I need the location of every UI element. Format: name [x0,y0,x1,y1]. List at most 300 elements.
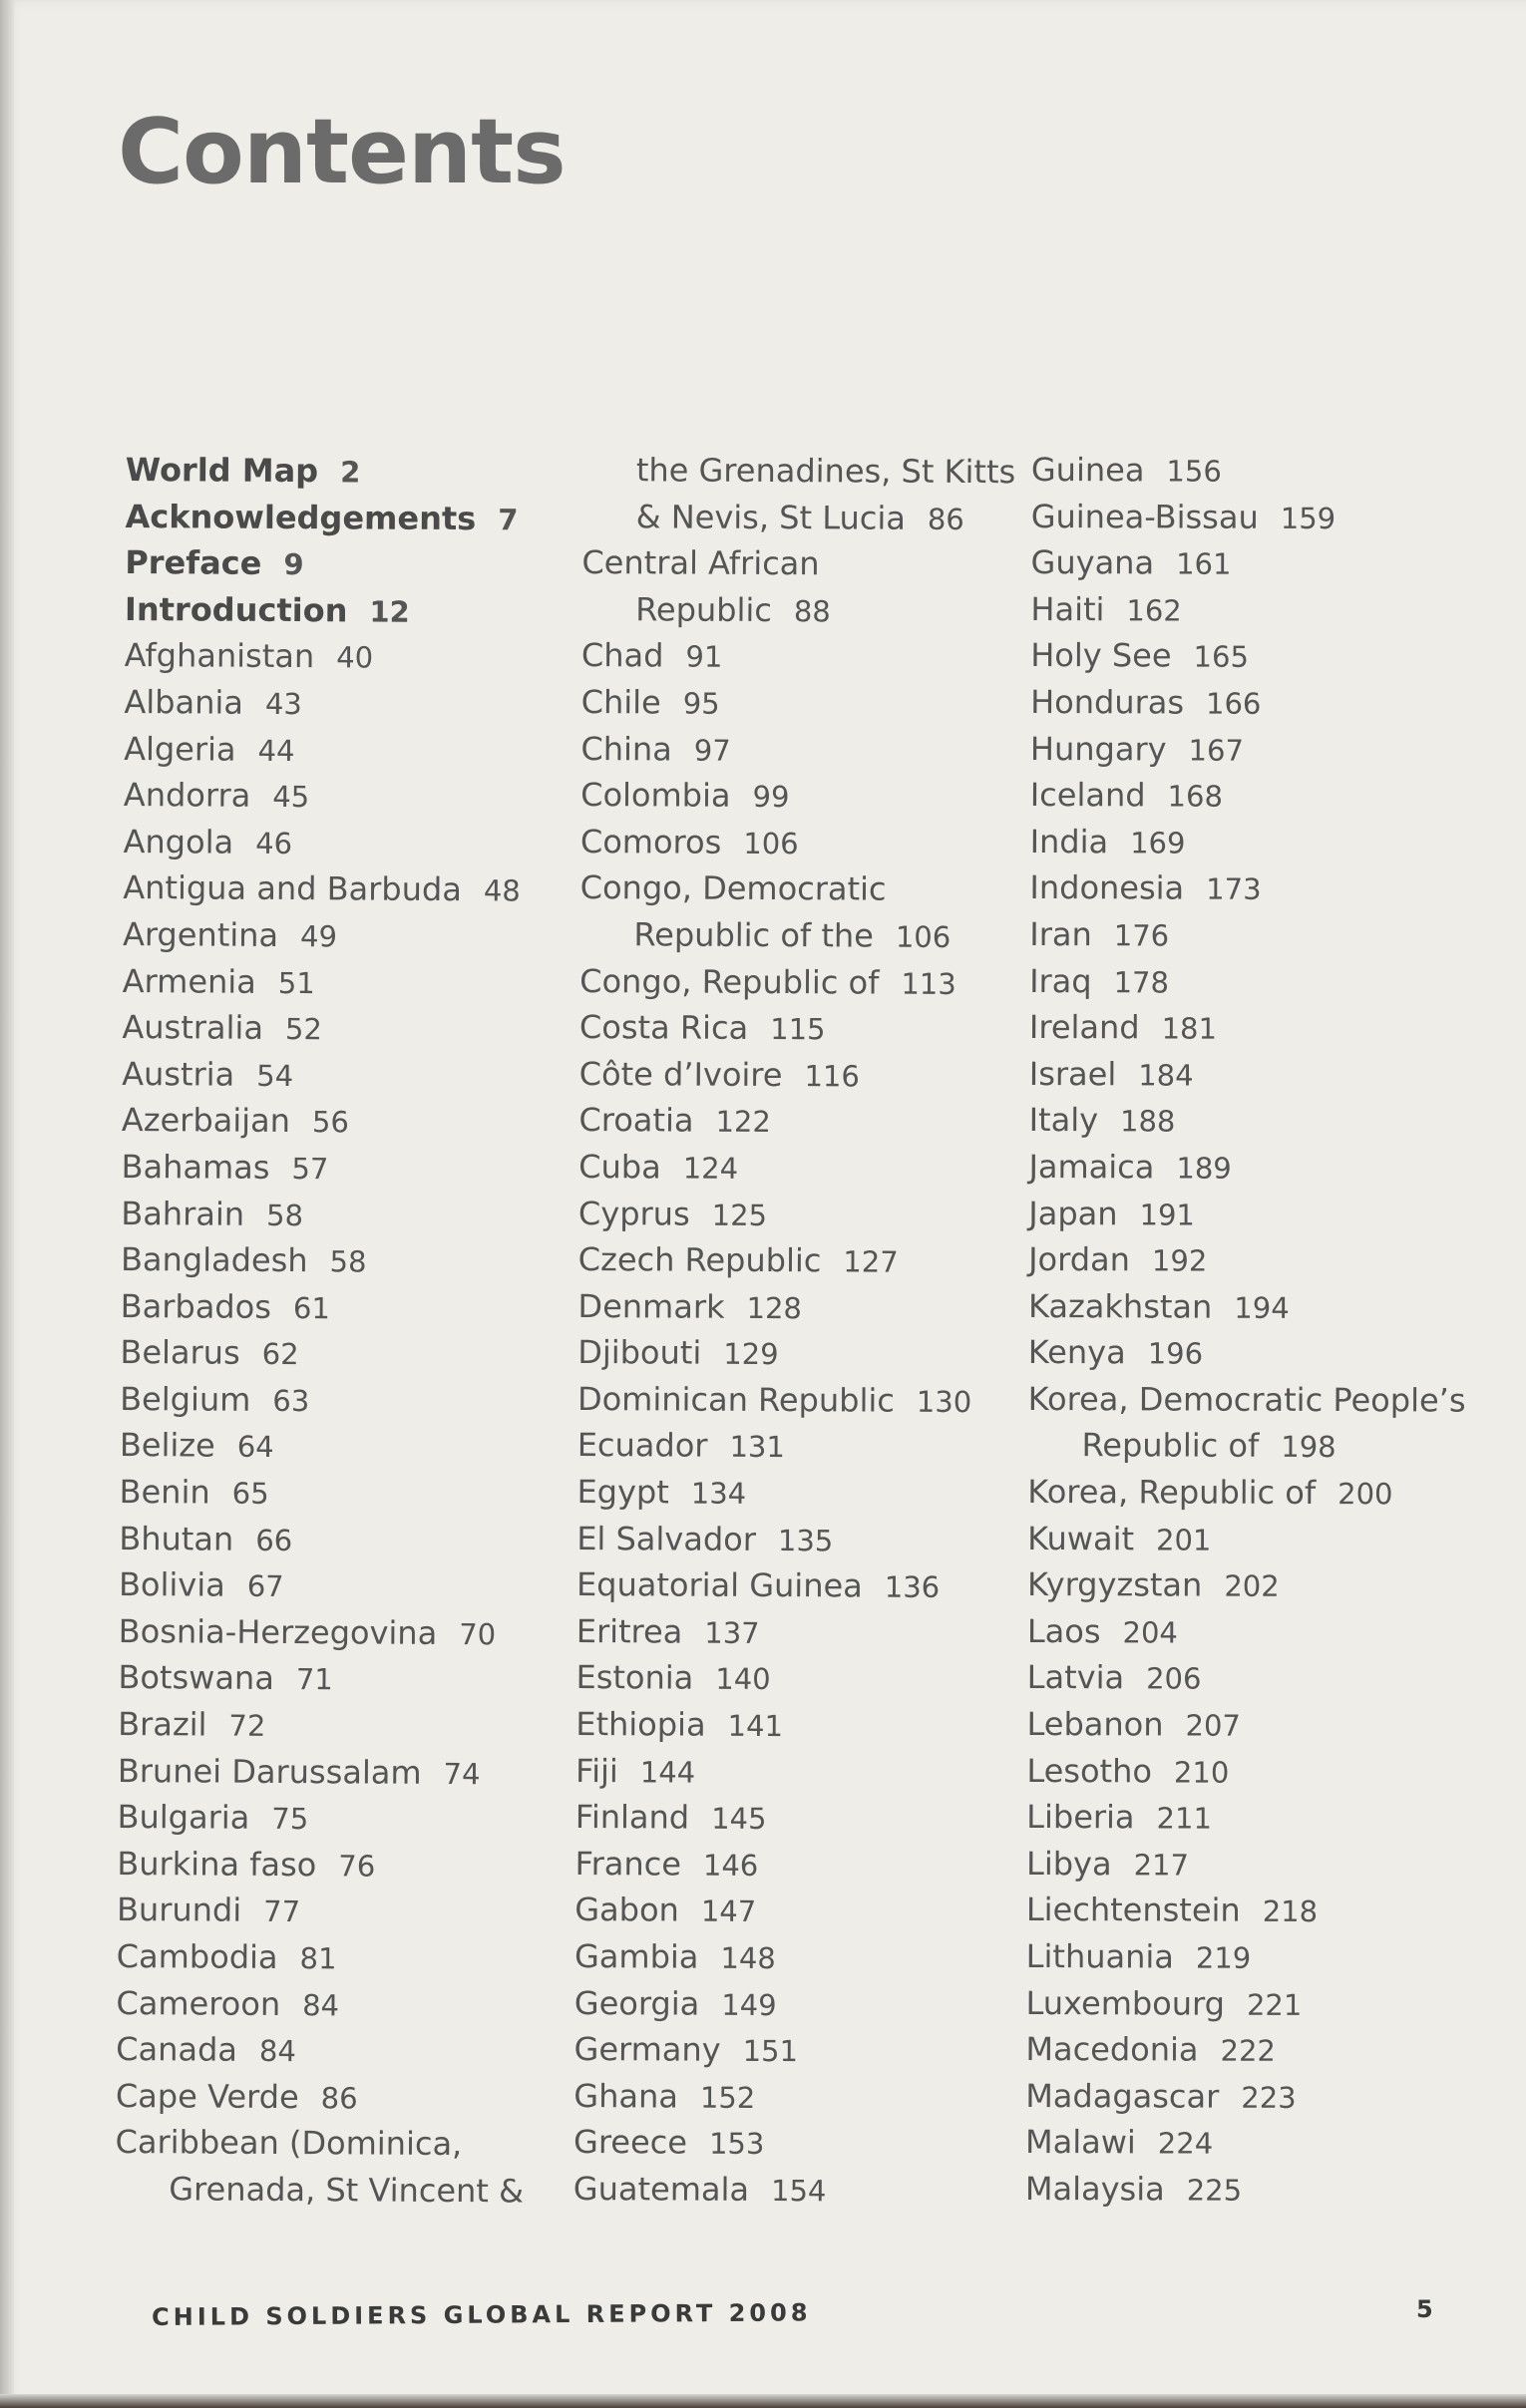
contents-entry [1025,2073,1463,2121]
contents-entry [124,772,533,821]
entry-page-number: 176 [1113,918,1170,953]
contents-entry [1026,1841,1464,1889]
entry-label: Cambodia [116,1936,278,1976]
entry-page-number: 159 [1280,501,1336,535]
entry-page-number: 12 [369,594,410,629]
contents-entry [574,1980,1008,2029]
contents-entry [121,1144,530,1193]
entry-label: Madagascar [1025,2076,1220,2116]
entry-label: Guyana [1030,543,1155,582]
contents-entry [1027,1422,1465,1470]
entry-page-number: 76 [338,1849,376,1884]
contents-entry [1031,539,1469,587]
contents-entry [117,1841,526,1890]
contents-entry [576,1608,1010,1657]
entry-label: Greece [572,2123,688,2162]
entry-label: Chile [580,682,661,722]
entry-label: Lithuania [1025,1936,1174,1976]
entry-page-number: 75 [271,1802,309,1837]
entry-label: Jordan [1028,1240,1131,1279]
contents-entry [1028,1236,1466,1284]
contents-entry [1026,1794,1464,1842]
entry-page-number: 217 [1133,1848,1190,1883]
contents-entry [123,958,532,1007]
entry-label: China [580,729,672,769]
contents-entry [117,1887,526,1935]
entry-label: Afghanistan [124,636,315,676]
entry-page-number: 54 [256,1058,294,1093]
entry-label: Belgium [120,1379,251,1419]
entry-page-number: 145 [711,1801,767,1837]
entry-label: Jamaica [1028,1147,1155,1187]
contents-entry [577,1283,1011,1332]
contents-entry [577,1422,1011,1471]
entry-page-number: 167 [1188,733,1244,768]
entry-page-number: 62 [261,1337,299,1372]
entry-label: Andorra [123,776,251,815]
contents-entry [576,1469,1010,1518]
entry-label: Hungary [1029,729,1167,769]
entry-label: Angola [123,822,234,861]
entry-page-number: 99 [752,780,790,815]
contents-entry [574,1887,1008,1935]
contents-entry [125,632,534,681]
entry-label: Gabon [574,1891,679,1929]
entry-label: Liechtenstein [1025,1891,1241,1930]
entry-page-number: 52 [284,1012,322,1047]
entry-page-number: 124 [682,1151,739,1186]
entry-page-number: 194 [1234,1290,1290,1325]
entry-page-number: 210 [1173,1755,1230,1790]
entry-page-number: 77 [263,1894,301,1929]
entry-page-number: 140 [715,1662,771,1697]
entry-label: Lesotho [1026,1751,1153,1791]
contents-entry [582,494,1016,542]
entry-label: Libya [1025,1844,1112,1884]
entry-page-number: 131 [729,1430,785,1465]
entry-label: Barbados [120,1286,272,1326]
entry-page-number: 84 [302,1987,340,2022]
entry-label: Malawi [1024,2123,1136,2162]
entry-label: Haiti [1030,589,1105,629]
entry-page-number: 137 [704,1615,760,1650]
entry-label: Congo, Republic of [579,961,880,1002]
entry-page-number: 127 [843,1244,899,1279]
entry-page-number: 219 [1195,1940,1252,1975]
entry-label: Djibouti [577,1333,702,1372]
contents-entry [578,1236,1012,1285]
entry-label: Republic of the [633,915,875,955]
entry-label: Comoros [579,822,722,861]
entry-page-number: 198 [1281,1430,1336,1465]
contents-entry [125,586,534,635]
entry-page-number: 181 [1161,1011,1218,1046]
entry-page-number: 97 [693,733,731,768]
entry-page-number: 64 [236,1430,274,1465]
entry-page-number: 40 [336,640,374,675]
entry-label: Cyprus [577,1194,690,1233]
entry-label: Bahamas [121,1147,270,1187]
contents-entry [121,1236,530,1285]
contents-entry [1027,1561,1465,1609]
entry-page-number: 116 [804,1058,860,1094]
entry-label: Italy [1028,1101,1099,1140]
entry-page-number: 72 [228,1708,266,1743]
entry-label: Australia [122,1008,264,1047]
entry-label: Brazil [118,1705,207,1744]
entry-label: Liberia [1026,1798,1135,1837]
contents-entry [1028,1376,1466,1424]
entry-page-number: 58 [265,1198,304,1232]
entry-label: Cameroon [116,1983,281,2023]
entry-page-number: 144 [639,1754,696,1790]
contents-entry [576,1561,1010,1610]
entry-page-number: 149 [721,1987,777,2022]
entry-page-number: 106 [743,826,799,860]
entry-page-number: 200 [1337,1477,1393,1512]
entry-label: Albania [124,682,244,722]
entry-page-number: 156 [1166,454,1222,489]
contents-entry [1027,1469,1465,1517]
contents-entry [121,1283,530,1332]
entry-label: Luxembourg [1025,1983,1226,2023]
contents-entry [579,1051,1013,1100]
contents-entry [579,911,1013,960]
entry-label: Burkina faso [117,1844,317,1885]
contents-entry [578,1190,1012,1238]
entry-page-number: 201 [1156,1523,1212,1557]
entry-label: Laos [1026,1611,1101,1651]
entry-page-number: 136 [884,1569,941,1605]
contents-entry [118,1701,527,1750]
entry-label: Kazakhstan [1027,1286,1213,1326]
entry-label: Egypt [576,1473,669,1512]
entry-page-number: 147 [700,1894,757,1929]
entry-page-number: 168 [1167,779,1224,814]
entry-label: Malaysia [1024,2169,1165,2209]
entry-page-number: 223 [1241,2080,1297,2115]
contents-entry [122,1097,531,1146]
contents-entry [117,1933,526,1982]
entry-label: Ireland [1028,1008,1140,1047]
entry-label: Lebanon [1026,1705,1164,1744]
entry-label: Argentina [122,914,279,954]
contents-entry [118,1748,527,1797]
entry-label: Israel [1028,1054,1117,1094]
entry-label: Finland [574,1798,690,1837]
entry-label: Korea, Republic of [1027,1473,1317,1513]
contents-entry [1030,632,1468,680]
entry-page-number: 178 [1113,964,1170,1000]
entry-label: Guinea-Bissau [1030,497,1259,536]
contents-entry [124,679,533,728]
entry-page-number: 45 [272,780,310,815]
contents-entry [119,1608,528,1657]
entry-label: Germany [573,2030,721,2069]
entry-page-number: 162 [1126,593,1182,628]
entry-label: El Salvador [576,1519,757,1558]
entry-label: Costa Rica [578,1008,749,1048]
contents-entry [581,632,1015,681]
contents-entry [1027,1516,1465,1563]
entry-page-number: 166 [1205,686,1262,721]
entry-page-number: 44 [257,733,295,768]
entry-page-number: 148 [720,1940,776,1976]
entry-page-number: 218 [1262,1894,1319,1929]
contents-entry [1027,1608,1465,1656]
contents-entry [1027,1654,1465,1702]
entry-page-number: 146 [702,1848,759,1883]
entry-page-number: 70 [459,1616,497,1652]
entry-page-number: 188 [1120,1104,1176,1139]
contents-entry [119,1561,528,1610]
contents-entry [580,726,1014,775]
contents-column-2 [573,447,1016,2215]
entry-page-number: 7 [498,502,519,536]
contents-entry [116,2026,525,2075]
contents-entry [116,2073,525,2122]
contents-entry [574,1841,1008,1890]
contents-entry [1028,1329,1466,1377]
entry-label: Congo, Democratic [579,868,887,908]
contents-entry [577,1376,1011,1425]
entry-label: Bosnia-Herzegovina [118,1611,438,1652]
entry-label: Equatorial Guinea [575,1565,863,1605]
contents-entry [123,911,532,960]
contents-entry [573,2166,1007,2215]
entry-page-number: 95 [682,686,720,721]
contents-entry [1025,2026,1463,2074]
entry-label: Republic [635,590,773,629]
entry-page-number: 154 [770,2173,827,2209]
entry-label: Bulgaria [117,1798,250,1838]
entry-label: Colombia [580,776,731,815]
entry-label: Grenada, St Vincent & [169,2170,525,2211]
contents-entry [119,1469,528,1518]
entry-page-number: 63 [272,1383,310,1419]
entry-page-number: 189 [1176,1151,1232,1186]
entry-page-number: 153 [708,2127,765,2162]
contents-entry [575,1748,1009,1797]
entry-page-number: 2 [340,455,361,490]
contents-entry [120,1422,529,1471]
entry-page-number: 129 [723,1337,779,1372]
entry-page-number: 67 [246,1569,284,1604]
entry-label: Gambia [573,1936,699,1976]
entry-label: Algeria [124,729,236,769]
contents-entry [125,494,534,542]
entry-label: Austria [122,1054,235,1094]
contents-entry [117,1794,526,1843]
entry-page-number: 206 [1146,1661,1202,1697]
contents-entry [573,2073,1007,2122]
contents-entry [575,1654,1009,1703]
entry-label: Kyrgyzstan [1026,1565,1203,1604]
entry-page-number: 204 [1122,1615,1178,1650]
entry-page-number: 196 [1147,1336,1204,1371]
contents-entry [122,1051,531,1100]
entry-page-number: 57 [291,1151,329,1187]
contents-entry [578,1097,1012,1146]
entry-label: Czech Republic [577,1240,822,1280]
page-title: Contents [118,100,566,204]
entry-page-number: 151 [742,2034,799,2069]
entry-label: & Nevis, St Lucia [635,497,906,537]
entry-page-number: 58 [329,1244,367,1279]
entry-page-number: 125 [711,1198,768,1232]
entry-label: Central African [581,543,820,583]
entry-label: Antigua and Barbuda [123,868,463,909]
entry-label: Iceland [1029,776,1146,815]
contents-entry [580,864,1014,913]
contents-entry [121,1190,530,1238]
contents-entry [1031,447,1469,495]
entry-page-number: 74 [443,1756,481,1791]
entry-page-number: 61 [292,1290,330,1325]
entry-label: Kenya [1027,1333,1126,1372]
contents-column-1 [115,447,535,2215]
contents-entry [580,819,1014,867]
contents-entry [1025,2166,1463,2214]
entry-page-number: 115 [770,1012,826,1047]
contents-entry [579,958,1013,1007]
contents-entry [119,1516,528,1564]
contents-entry [1028,1144,1466,1192]
contents-entry [122,1004,531,1053]
contents-entry [581,679,1015,728]
entry-page-number: 113 [901,966,956,1001]
entry-label: Acknowledgements [125,497,477,537]
entry-label: Kuwait [1027,1519,1135,1558]
entry-page-number: 86 [927,502,964,536]
contents-entry [1030,586,1468,634]
entry-page-number: 169 [1130,826,1186,860]
entry-label: Ecuador [576,1426,708,1466]
contents-entry [1025,1980,1463,2028]
entry-label: Eritrea [575,1611,683,1651]
entry-page-number: 84 [258,2034,296,2069]
entry-page-number: 51 [277,965,315,1000]
entry-page-number: 222 [1220,2033,1276,2069]
entry-page-number: 48 [483,873,521,908]
entry-page-number: 191 [1139,1197,1195,1232]
entry-page-number: 130 [916,1384,972,1419]
contents-entry [116,1980,525,2029]
entry-page-number: 49 [299,919,338,954]
contents-entry [115,2166,524,2215]
contents-entry [1030,772,1468,820]
entry-label: France [574,1844,682,1884]
entry-label: Guinea [1030,450,1145,490]
entry-page-number: 46 [255,826,293,860]
contents-entry [577,1329,1011,1378]
contents-entry [1029,958,1467,1006]
entry-label: Burundi [116,1891,242,1930]
entry-label: Iraq [1029,961,1092,1000]
contents-entry [1028,1190,1466,1237]
entry-page-number: 173 [1206,871,1262,907]
contents-entry [1029,911,1467,959]
entry-page-number: 71 [295,1662,333,1697]
entry-label: Georgia [573,1983,700,2023]
entry-label: Republic of [1081,1426,1260,1466]
entry-page-number: 106 [895,919,952,954]
contents-entry [1029,1004,1467,1052]
contents-entry [1030,819,1468,866]
contents-entry [581,539,1015,588]
contents-entry [579,1004,1013,1053]
entry-page-number: 211 [1156,1801,1212,1836]
contents-entry [1026,1933,1464,1981]
entry-label: Cuba [578,1147,661,1187]
contents-entry [123,819,532,867]
entry-page-number: 224 [1157,2126,1214,2162]
entry-label: Fiji [574,1751,618,1790]
contents-entry [120,1329,529,1378]
entry-page-number: 134 [690,1476,747,1511]
contents-entry [573,2026,1007,2075]
entry-label: World Map [125,450,319,491]
book-spine-shadow [0,0,14,2408]
entry-page-number: 122 [715,1105,771,1140]
entry-label: Latvia [1026,1658,1125,1697]
entry-label: Bhutan [119,1519,234,1558]
entry-label: Canada [116,2030,238,2069]
entry-label: Dominican Republic [576,1379,895,1420]
entry-label: Preface [125,543,262,583]
entry-page-number: 141 [727,1708,784,1744]
contents-entry [580,772,1014,821]
entry-page-number: 165 [1193,639,1250,675]
entry-label: Ethiopia [575,1705,706,1744]
entry-page-number: 88 [793,593,831,629]
contents-entry [575,1701,1009,1750]
page-bottom-edge [0,2394,1526,2408]
entry-page-number: 86 [320,2081,358,2116]
contents-column-3 [1025,447,1469,2214]
contents-entry [126,447,535,496]
contents-entry [115,2119,524,2168]
entry-page-number: 221 [1246,1987,1303,2022]
entry-label: Chad [580,636,664,675]
entry-label: Japan [1028,1194,1118,1232]
entry-label: Guatemala [572,2169,750,2209]
entry-label: Belize [119,1426,215,1466]
entry-label: Macedonia [1025,2030,1199,2069]
entry-label: Iran [1029,914,1092,954]
contents-entry [125,539,534,588]
contents-entry [1026,1887,1464,1934]
entry-page-number: 152 [699,2080,756,2115]
entry-label: Bahrain [121,1194,245,1233]
entry-page-number: 128 [746,1290,803,1325]
entry-label: Botswana [118,1658,274,1698]
entry-label: Ghana [573,2076,679,2116]
entry-page-number: 65 [231,1476,269,1511]
contents-entry [1028,1283,1466,1331]
contents-entry [118,1654,527,1703]
contents-entry [1025,2119,1463,2167]
entry-page-number: 184 [1138,1058,1194,1093]
entry-label: Armenia [122,961,256,1001]
contents-entry [1031,494,1469,541]
entry-page-number: 192 [1151,1243,1208,1278]
entry-label: Brunei Darussalam [117,1751,422,1792]
entry-label: Honduras [1030,682,1185,722]
contents-entry [1029,1051,1467,1099]
entry-label: Benin [119,1473,210,1512]
entry-page-number: 161 [1176,546,1232,581]
